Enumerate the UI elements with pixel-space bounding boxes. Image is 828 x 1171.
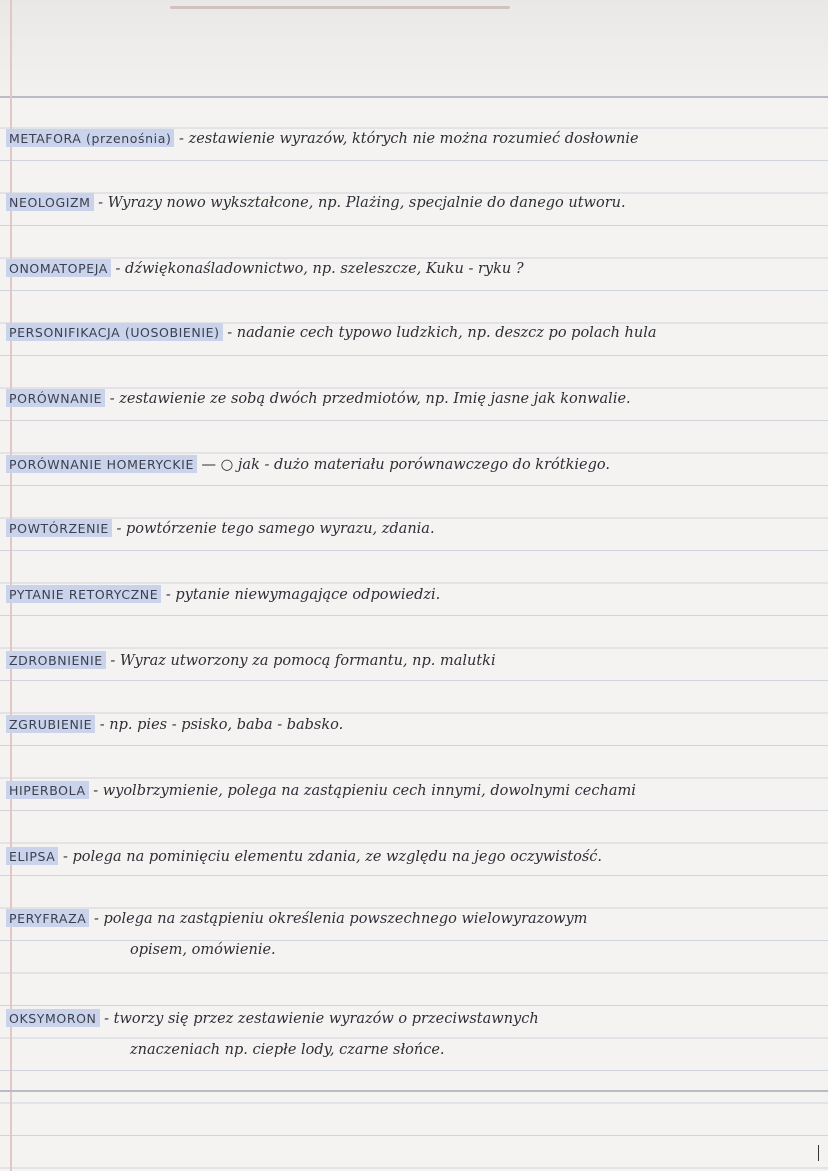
term-label: ELIPSA [6,847,58,865]
term-definition: - polega na pominięciu elementu zdania, ze względu na jego oczywistość. [58,849,602,865]
term-label: PERSONIFIKACJA (UOSOBIENIE) [6,323,223,341]
entry-hiperbola [6,780,816,799]
entry-elipsa [6,846,816,865]
entry-neologizm [6,192,816,211]
term-label: HIPERBOLA [6,781,89,799]
term-definition: - Wyrazy nowo wykształcone, np. Plażing, specjalnie do danego utworu. [93,195,626,211]
term-definition: - nadanie cech typowo ludzkich, np. deszcz po polach hula [222,325,657,341]
term-definition: — ○ jak - dużo materiału porównawczego do krótkiego. [196,457,610,473]
term-definition: - np. pies - psisko, baba - babsko. [95,717,344,733]
entry-onomatopeja [6,258,816,277]
entry-powtorzenie [6,518,816,537]
entry-pytanie-retoryczne [6,584,816,603]
term-label: POWTÓRZENIE [6,519,112,537]
term-label: ONOMATOPEJA [6,259,111,277]
page-top-area [0,0,828,96]
entry-personifikacja [6,322,816,341]
entry-peryfraza-continuation: opisem, omówienie. [130,942,276,958]
term-label: OKSYMORON [6,1009,100,1027]
term-label: ZDROBNIENIE [6,651,106,669]
entry-metafora [6,128,816,147]
term-definition: - wyolbrzymienie, polega na zastąpieniu cech innymi, dowolnymi cechami [88,783,636,799]
term-definition: - Wyraz utworzony za pomocą formantu, np. malutki [105,653,496,669]
term-definition: - powtórzenie tego samego wyrazu, zdania. [111,521,435,537]
entry-oksymoron [6,1008,816,1027]
entry-zdrobnienie [6,650,816,669]
term-definition: - polega na zastąpieniu określenia powszechnego wielowyrazowym [89,911,588,927]
term-definition: - dźwiękonaśladownictwo, np. szeleszcze, Kuku - ryku ? [110,261,524,277]
term-label: PORÓWNANIE [6,389,105,407]
entry-oksymoron-continuation: znaczeniach np. ciepłe lody, czarne słońce. [130,1042,445,1058]
term-definition: - zestawienie ze sobą dwóch przedmiotów, np. Imię jasne jak konwalie. [105,391,631,407]
header-rule [0,96,828,98]
term-label: METAFORA (przenośnia) [6,129,174,147]
term-label: PORÓWNANIE HOMERYCKIE [6,455,197,473]
term-definition: - zestawienie wyrazów, których nie można rozumieć dosłownie [174,131,639,147]
term-label: PYTANIE RETORYCZNE [6,585,161,603]
term-label: ZGRUBIENIE [6,715,95,733]
entry-zgrubienie [6,714,816,733]
page-top-edge [170,6,510,9]
term-definition: - pytanie niewymagające odpowiedzi. [161,587,441,603]
entry-porownanie-homeryckie [6,454,816,473]
term-definition: - tworzy się przez zestawienie wyrazów o przeciwstawnych [99,1011,539,1027]
term-label: NEOLOGIZM [6,193,94,211]
entry-porownanie [6,388,816,407]
bottom-rule [0,1090,828,1092]
entry-peryfraza [6,908,816,927]
edge-mark [818,1145,819,1161]
term-label: PERYFRAZA [6,909,89,927]
